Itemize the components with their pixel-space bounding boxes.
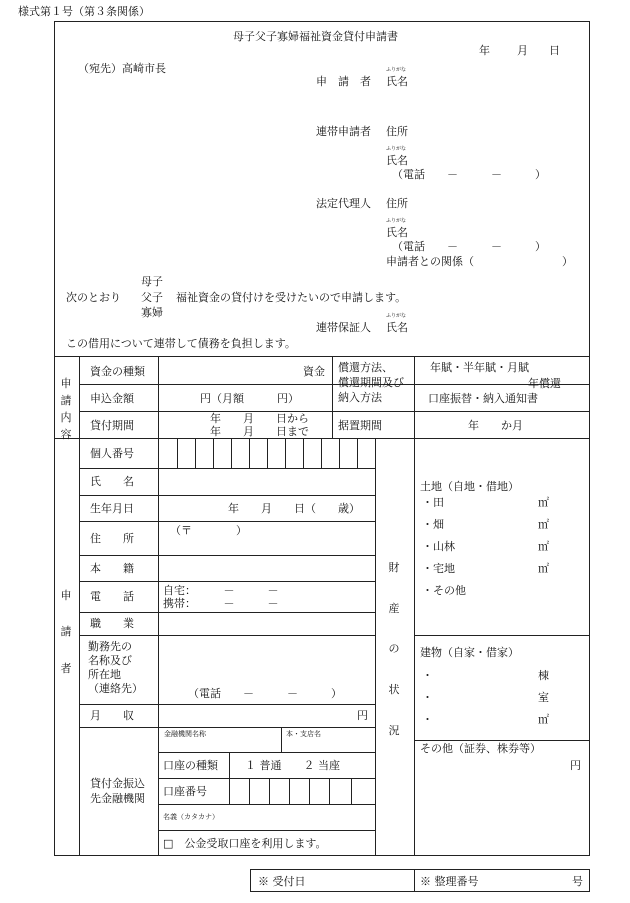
statement-suffix: 福祉資金の貸付けを受けたいので申請します。: [176, 291, 407, 304]
divider: [79, 384, 590, 385]
income-unit: 円: [357, 709, 368, 722]
statement-prefix: 次のとおり: [66, 291, 121, 304]
divider: [79, 612, 375, 613]
land-upland-unit: ㎡: [538, 518, 549, 531]
divider: [229, 752, 230, 804]
date-year[interactable]: 年: [479, 44, 490, 57]
building-title: 建物（自家・借家）: [420, 646, 519, 659]
address-label: 住 所: [90, 532, 134, 545]
fund-type-label: 資金の種類: [90, 365, 145, 378]
divider: [54, 356, 590, 357]
land-upland: ・畑: [422, 518, 444, 531]
land-other: ・その他: [422, 584, 466, 597]
building-item-1: ・: [422, 669, 433, 682]
applicant-furigana: ふりがな: [386, 67, 407, 73]
job-label: 職 業: [90, 617, 134, 630]
building-unit-area: ㎡: [538, 713, 549, 726]
applicant-name-label: 氏名: [386, 75, 408, 88]
amount-label: 申込金額: [90, 392, 134, 405]
dob-value[interactable]: 年 月 日（ 歳）: [228, 502, 360, 515]
workplace-label-1: 勤務先の: [88, 640, 132, 653]
phone-label: 電 話: [90, 590, 134, 603]
divider: [54, 438, 590, 439]
divider: [79, 411, 590, 412]
addressee: （宛先）高崎市長: [78, 62, 166, 75]
divider: [79, 555, 375, 556]
workplace-label-4: （連絡先）: [88, 682, 143, 695]
guarantor-statement: この借用について連帯して債務を負担します。: [66, 337, 296, 350]
other-assets-title: その他（証券、株券等）: [420, 742, 541, 755]
guarantor-label: 連帯保証人: [316, 321, 371, 334]
divider: [281, 727, 282, 752]
legal-rep-name-label: 氏名: [386, 226, 408, 239]
account-holder-label: 名義（カタカナ）: [163, 813, 219, 821]
legal-rep-furigana: ふりがな: [386, 218, 407, 224]
statement-opt-father[interactable]: 父子: [141, 291, 163, 304]
repay-label-1: 償還方法、: [338, 361, 393, 374]
divider: [79, 704, 375, 705]
divider: [79, 468, 375, 469]
joint-name-label: 氏名: [386, 154, 408, 167]
property-section-label: 財 産 の 状 況: [388, 561, 400, 737]
repay-period[interactable]: 年償還: [528, 377, 561, 390]
dob-label: 生年月日: [90, 502, 134, 515]
land-field-unit: ㎡: [538, 496, 549, 509]
joint-phone[interactable]: （電話 － － ）: [392, 168, 546, 181]
application-section-label: 申 請 内 容: [60, 377, 72, 442]
grace-value[interactable]: 年 か月: [468, 419, 523, 432]
repay-label-3: 納入方法: [338, 391, 382, 404]
joint-furigana: ふりがな: [386, 146, 407, 152]
other-assets-unit: 円: [570, 759, 581, 772]
building-unit-room: 室: [538, 691, 549, 704]
land-residential: ・宅地: [422, 562, 455, 575]
period-label: 貸付期間: [90, 419, 134, 432]
workplace-phone[interactable]: （電話 － － ）: [188, 687, 342, 700]
land-residential-unit: ㎡: [538, 562, 549, 575]
form-number: 様式第１号（第３条関係）: [18, 5, 150, 18]
received-date-label: ※ 受付日: [258, 875, 306, 888]
guarantor-name-label: 氏名: [386, 321, 408, 334]
divider: [414, 356, 415, 856]
legal-rep-address-label: 住所: [386, 197, 408, 210]
divider: [414, 740, 590, 741]
fund-suffix: 資金: [303, 365, 325, 378]
workplace-label-3: 所在地: [88, 668, 121, 681]
divider: [158, 356, 159, 856]
divider: [79, 495, 375, 496]
period-to[interactable]: 年 月 日まで: [210, 425, 309, 438]
branch-label: 本・支店名: [286, 730, 321, 738]
grace-label: 据置期間: [338, 419, 382, 432]
divider: [158, 778, 375, 779]
divider: [79, 727, 375, 728]
income-label: 月 収: [90, 709, 134, 722]
building-item-2: ・: [422, 691, 433, 704]
divider: [79, 521, 375, 522]
workplace-label-2: 名称及び: [88, 654, 132, 667]
divider: [79, 635, 375, 636]
period-from[interactable]: 年 月 日から: [210, 412, 309, 425]
domicile-label: 本 籍: [90, 562, 134, 575]
pay-method[interactable]: 口座振替・納入通知書: [428, 392, 538, 405]
account-types[interactable]: １ 普通 ２ 当座: [245, 759, 340, 772]
land-forest-unit: ㎡: [538, 540, 549, 553]
joint-address-label: 住所: [386, 125, 408, 138]
postal-code[interactable]: （〒 ）: [170, 524, 247, 537]
divider: [79, 356, 80, 856]
public-account-checkbox[interactable]: □ 公金受取口座を利用します。: [163, 837, 327, 850]
guarantor-furigana: ふりがな: [386, 313, 407, 319]
bank-name-label: 金融機関名称: [164, 730, 206, 738]
divider: [414, 869, 415, 892]
divider: [414, 635, 590, 636]
statement-opt-widow[interactable]: 寡婦: [141, 306, 163, 319]
legal-rep-phone[interactable]: （電話 － － ）: [392, 240, 546, 253]
legal-rep-relation[interactable]: 申請者との関係（ ）: [386, 255, 573, 268]
divider: [375, 438, 376, 856]
form-title: 母子父子寡婦福祉資金貸付申請書: [233, 30, 398, 43]
applicant-section-label: 申 請 者: [60, 589, 72, 675]
building-unit-count: 棟: [538, 669, 549, 682]
mobile-phone[interactable]: 携帯： － －: [163, 597, 279, 610]
repay-options[interactable]: 年賦・半年賦・月賦: [430, 361, 529, 374]
statement-opt-mother[interactable]: 母子: [141, 275, 163, 288]
bank-label-1: 貸付金振込: [90, 777, 145, 790]
date-day[interactable]: 日: [549, 44, 560, 57]
divider: [332, 356, 333, 438]
repay-label-2: 償還期間及び: [338, 376, 404, 389]
name-label: 氏 名: [90, 475, 134, 488]
building-item-3: ・: [422, 713, 433, 726]
reference-number-label: ※ 整理番号: [420, 875, 479, 888]
divider: [158, 830, 375, 831]
bank-label-2: 先金融機関: [90, 792, 145, 805]
divider: [158, 804, 375, 805]
account-type-label: 口座の種類: [163, 759, 218, 772]
legal-rep-label: 法定代理人: [316, 197, 371, 210]
date-month[interactable]: 月: [517, 44, 528, 57]
land-title: 土地（自地・借地）: [420, 480, 519, 493]
joint-applicant-label: 連帯申請者: [316, 125, 371, 138]
divider: [158, 752, 375, 753]
home-phone[interactable]: 自宅： － －: [163, 584, 279, 597]
land-forest: ・山林: [422, 540, 455, 553]
land-field: ・田: [422, 496, 444, 509]
reference-number-suffix: 号: [572, 875, 583, 888]
id-label: 個人番号: [90, 447, 134, 460]
account-number-label: 口座番号: [163, 785, 207, 798]
amount-value[interactable]: 円（月額 円）: [200, 392, 299, 405]
applicant-label: 申 請 者: [316, 75, 371, 88]
divider: [79, 581, 375, 582]
